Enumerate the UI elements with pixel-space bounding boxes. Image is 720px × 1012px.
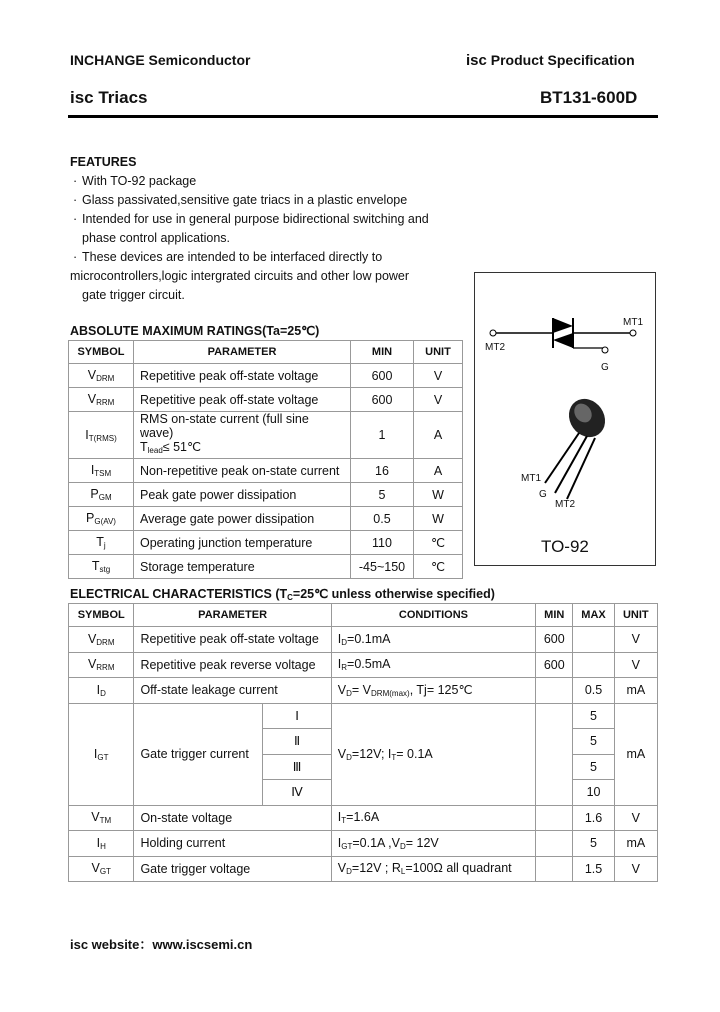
table-row: $T_j$ Operating junction temperature 110 ℃ (69, 531, 463, 555)
g-pin-label: G (539, 489, 547, 500)
company-name: INCHANGE Semiconductor (70, 52, 251, 68)
mt2-pin-label: MT2 (555, 499, 575, 510)
table-row: $V_{DRM}$ Repetitive peak off-state voltage 600 V (69, 364, 463, 388)
part-number: BT131-600D (540, 88, 638, 107)
table-row: $V_{TM}$ On-state voltage $I_T=1.6A$ 1.6 V (69, 805, 658, 831)
elec-heading: ELECTRICAL CHARACTERISTICS ($T_C=25℃$ unless otherwise specified) (70, 587, 495, 602)
abs-max-table (68, 340, 463, 579)
table-row: $V_{GT}$ Gate trigger voltage $V_D=12V$ ; $R_L=100\Omega$ all quadrant 1.5 V (69, 856, 658, 882)
mt1-pin-label: MT1 (521, 473, 541, 484)
feature-item: · Intended for use in general purpose bidirectional switching and (73, 212, 429, 226)
table-row: $P_{G(AV)}$ Average gate power dissipation 0.5 W (69, 507, 463, 531)
mt2-terminal (490, 330, 496, 336)
feature-item: · These devices are intended to be interfaced directly to (73, 250, 383, 264)
table-row: $P_{GM}$ Peak gate power dissipation 5 W (69, 483, 463, 507)
footer (70, 934, 252, 953)
table-row: $I_{T(RMS)}$ RMS on-state current (full sine wave) $T_{lead}\le$ 51℃ 1 A (69, 412, 463, 459)
col-symbol: SYMBOL (69, 604, 134, 627)
col-parameter: PARAMETER (134, 604, 331, 627)
feature-item-cont: microcontrollers,logic intergrated circuits and other low power (70, 269, 410, 283)
mt1-label: MT1 (623, 317, 643, 328)
mt2-label: MT2 (485, 342, 505, 353)
table-row: $V_{DRM}$ Repetitive peak off-state voltage $I_D=0.1mA$ 600 V (69, 627, 658, 653)
table-row-igt: $I_{GT}$ Gate trigger current Ⅰ $V_D=12V$; $I_T= 0.1A$ 5 mA (69, 703, 658, 729)
feature-item-cont: gate trigger circuit. (82, 288, 185, 302)
col-max: MAX (573, 604, 614, 627)
table-row: $V_{RRM}$ Repetitive peak reverse voltage $I_R=0.5mA$ 600 V (69, 652, 658, 678)
g-label: G (601, 362, 609, 373)
footer-label: isc website： (70, 937, 153, 952)
table-header-row (69, 341, 463, 364)
feature-item-cont: phase control applications. (82, 231, 231, 245)
table-row: $I_D$ Off-state leakage current $V_D= V_{DRM(max)}$, Tj= 125℃ 0.5 mA (69, 678, 658, 704)
table-row-igt: Ⅱ 5 (69, 729, 658, 755)
header-rule (68, 115, 658, 118)
col-parameter: PARAMETER (134, 341, 351, 364)
package-diagram (474, 272, 656, 566)
col-unit: UNIT (614, 604, 657, 627)
table-row: $I_H$ Holding current $I_{GT}=0.1A$ $,V_D= 12V$ 5 mA (69, 831, 658, 857)
table-row-igt: Ⅲ 5 (69, 754, 658, 780)
col-min: MIN (351, 341, 414, 364)
triac-reverse-arrow (553, 333, 573, 348)
features-list (70, 172, 470, 305)
features-heading: FEATURES (70, 155, 137, 169)
col-symbol: SYMBOL (69, 341, 134, 364)
table-row: $V_{RRM}$ Repetitive peak off-state voltage 600 V (69, 388, 463, 412)
spec-text: Product Specification (490, 52, 635, 68)
table-row: $I_{TSM}$ Non-repetitive peak on-state current 16 A (69, 459, 463, 483)
feature-item: · With TO-92 package (73, 174, 197, 188)
col-conditions: CONDITIONS (331, 604, 535, 627)
elec-char-table (68, 603, 658, 882)
feature-item: · Glass passivated,sensitive gate triacs in a plastic envelope (73, 193, 408, 207)
footer-link[interactable]: www.iscsemi.cn (152, 937, 253, 952)
gate-terminal (602, 347, 608, 353)
abs-max-heading: ABSOLUTE MAXIMUM RATINGS(Ta=25℃) (70, 324, 320, 338)
col-min: MIN (536, 604, 573, 627)
table-row: $T_{stg}$ Storage temperature -45~150 ℃ (69, 555, 463, 579)
doc-title: isc Triacs (70, 88, 148, 107)
table-row-igt: Ⅳ 10 (69, 780, 658, 806)
triac-forward-arrow (553, 318, 573, 333)
package-name: TO-92 (541, 537, 589, 556)
col-unit: UNIT (414, 341, 463, 364)
spec-brand: isc (466, 52, 487, 69)
mt1-terminal (630, 330, 636, 336)
to92-package-icon (545, 392, 612, 499)
table-header-row (69, 604, 658, 627)
spec-header (466, 52, 635, 69)
